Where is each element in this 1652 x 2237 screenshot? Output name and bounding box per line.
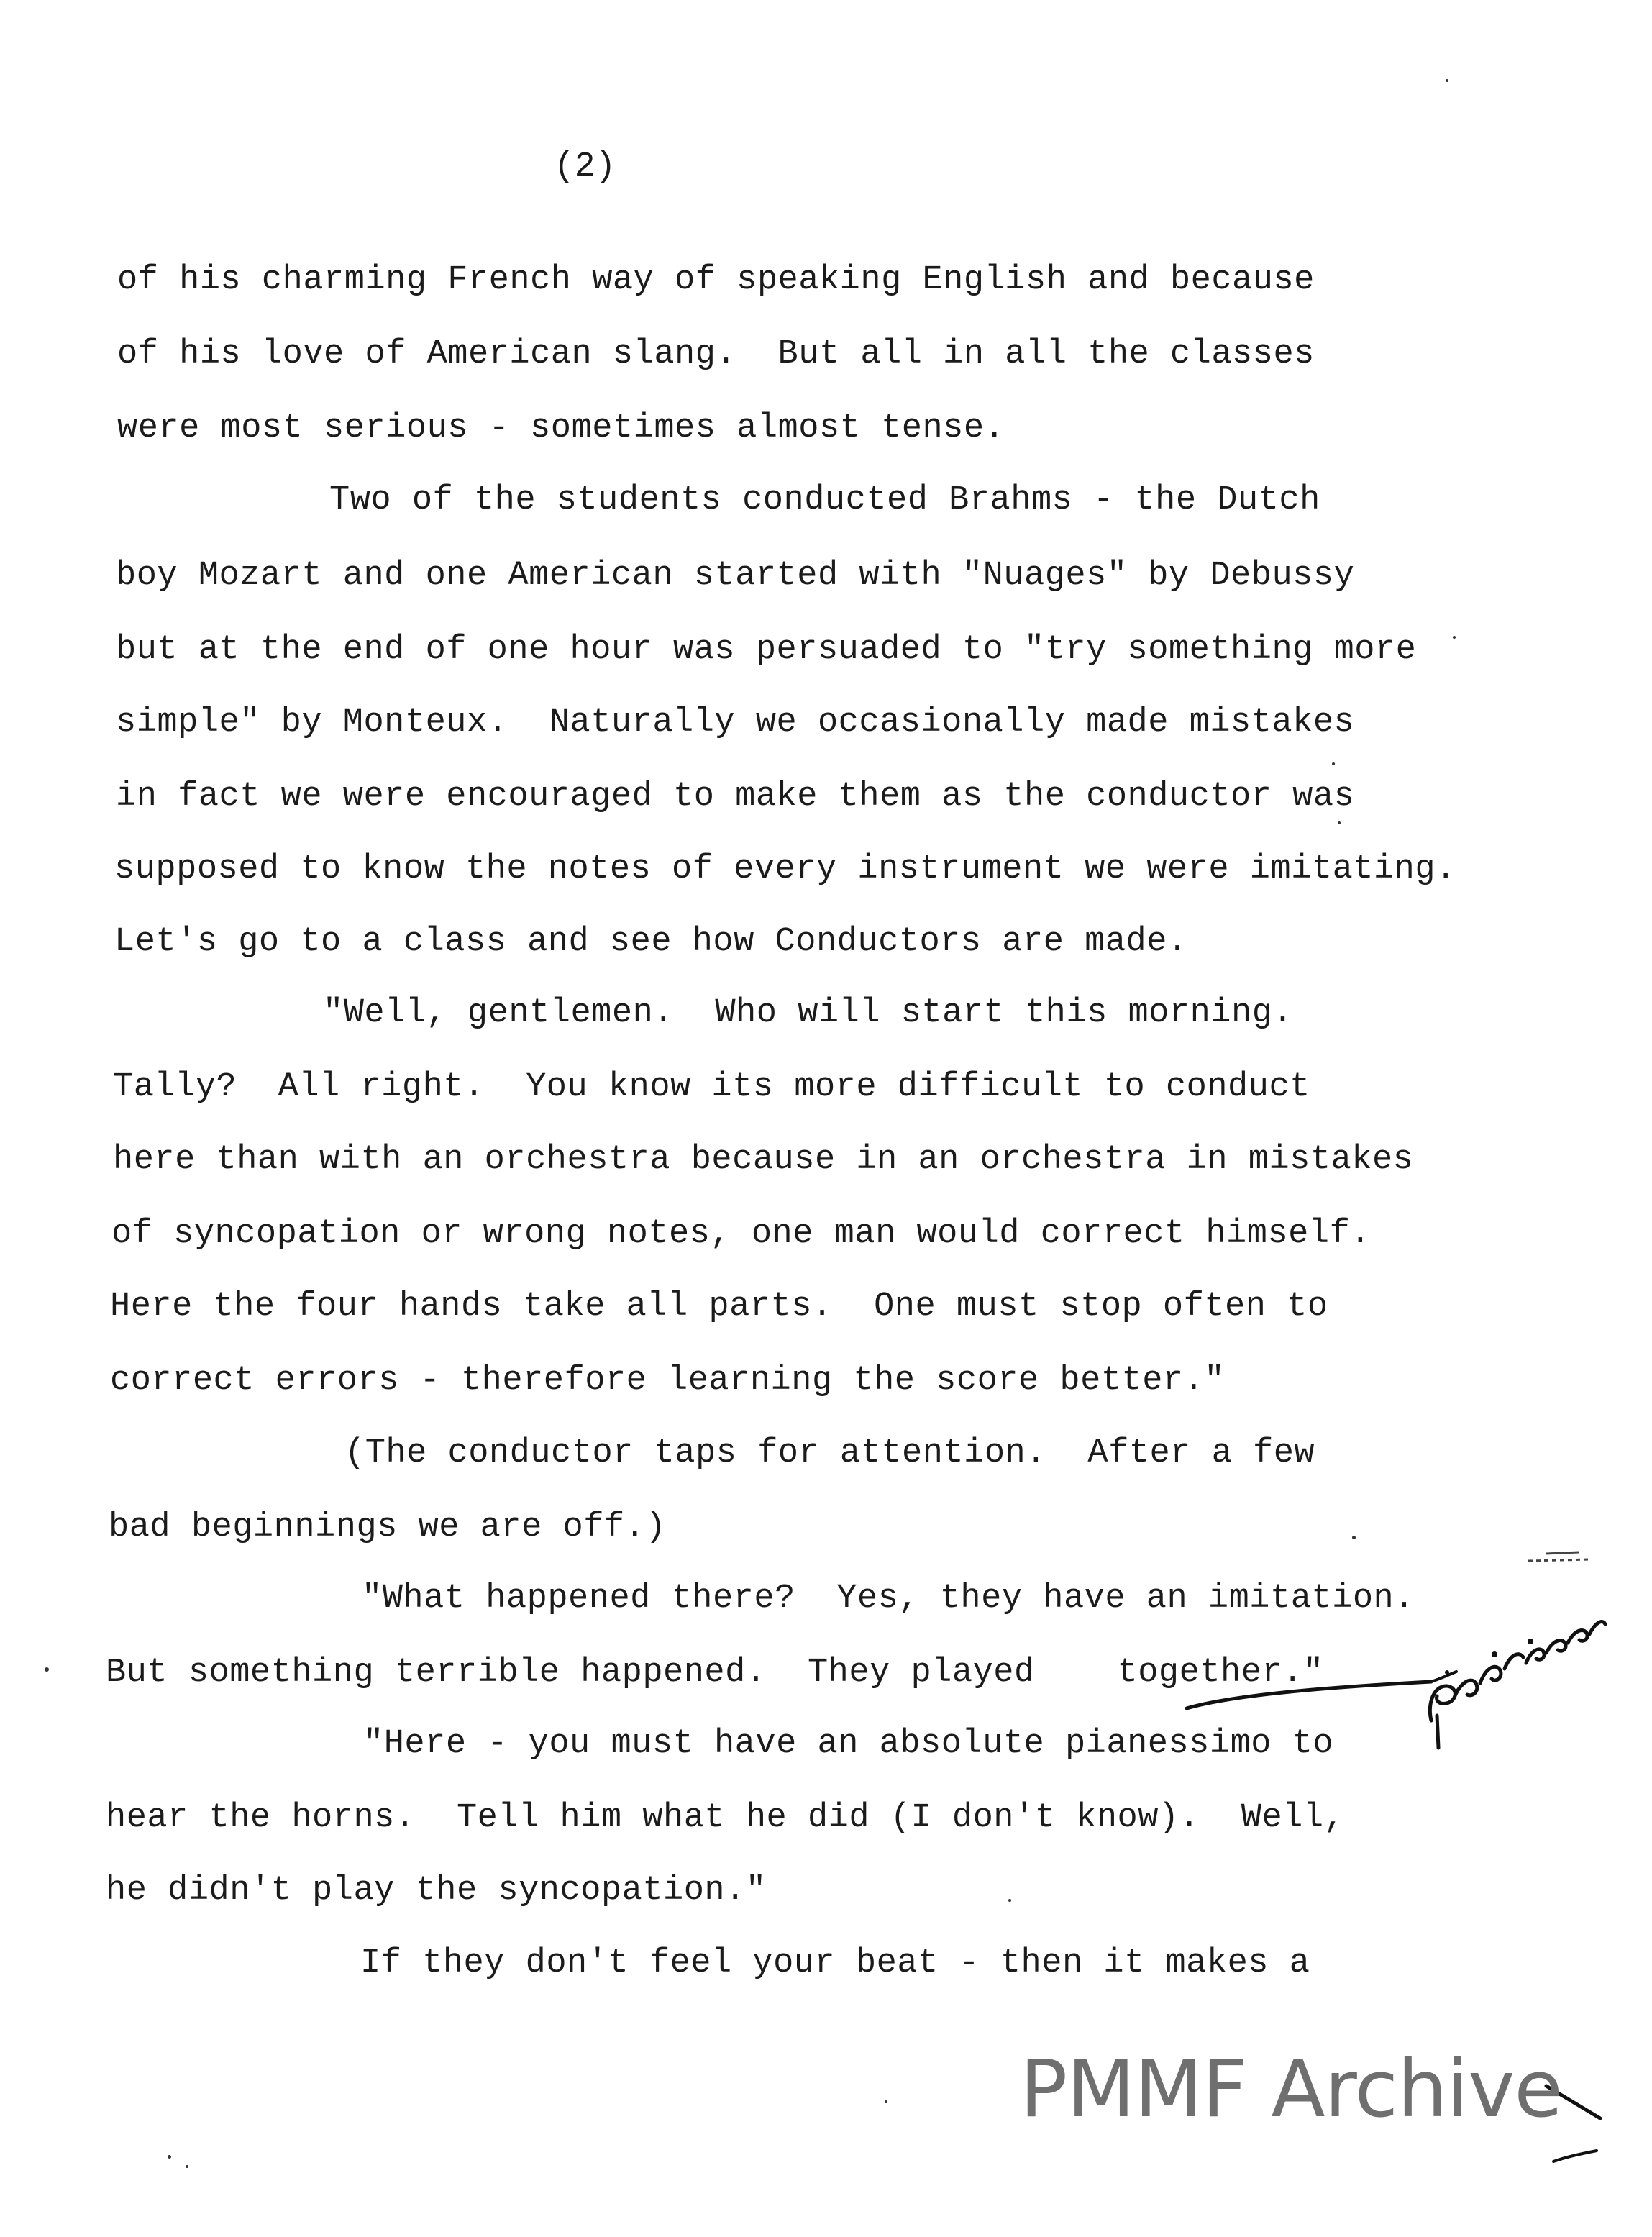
text-line: Here the four hands take all parts. One must stop often to xyxy=(110,1288,1328,1326)
scan-speck xyxy=(1338,821,1341,824)
text-line: bad beginnings we are off.) xyxy=(109,1508,667,1546)
text-line: correct errors - therefore learning the score better." xyxy=(110,1362,1226,1400)
text-line: of syncopation or wrong notes, one man would correct himself. xyxy=(111,1215,1371,1253)
scan-speck xyxy=(1332,762,1335,765)
text-line: "What happened there? Yes, they have an imitation. xyxy=(362,1580,1415,1618)
text-line: Two of the students conducted Brahms - the Dutch xyxy=(329,481,1320,519)
text-line: were most serious - sometimes almost tense. xyxy=(117,409,1005,447)
text-line: Let's go to a class and see how Conductors are made. xyxy=(114,923,1188,961)
scan-speck xyxy=(45,1667,49,1672)
text-line: boy Mozart and one American started with "Nuages" by Debussy xyxy=(116,557,1355,595)
scan-speck xyxy=(1008,1899,1011,1902)
text-line: in fact we were encouraged to make them as the conductor was xyxy=(116,778,1355,816)
text-line: of his charming French way of speaking English and because xyxy=(117,261,1315,299)
scan-speck xyxy=(168,2155,171,2159)
scan-speck xyxy=(186,2165,188,2168)
text-line: of his love of American slang. But all in all the classes xyxy=(117,335,1315,373)
text-line: he didn't play the syncopation." xyxy=(106,1872,767,1910)
scan-speck xyxy=(885,2100,887,2103)
text-line: hear the horns. Tell him what he did (I don't know). Well, xyxy=(106,1799,1345,1837)
text-line: supposed to know the notes of every instrument we were imitating. xyxy=(114,850,1456,888)
text-line: "Well, gentlemen. Who will start this morning. xyxy=(323,994,1294,1032)
scan-speck xyxy=(1453,636,1456,639)
text-line: but at the end of one hour was persuaded to "try something more xyxy=(116,631,1417,669)
text-line: here than with an orchestra because in an orchestra in mistakes xyxy=(113,1141,1414,1179)
archive-watermark: PMMF Archive xyxy=(1020,2043,1562,2135)
text-line: But something terrible happened. They played together." xyxy=(106,1654,1324,1692)
text-line: If they don't feel your beat - then it makes a xyxy=(360,1944,1310,1982)
scan-speck xyxy=(1446,79,1448,82)
text-line: "Here - you must have an absolute pianessimo to xyxy=(363,1725,1334,1763)
page-number: (2) xyxy=(554,147,616,186)
text-line: simple" by Monteux. Naturally we occasionally made mistakes xyxy=(116,703,1355,742)
text-line: Tally? All right. You know its more difficult to conduct xyxy=(113,1068,1310,1106)
scan-speck xyxy=(1352,1536,1356,1539)
text-line: (The conductor taps for attention. After a few xyxy=(344,1434,1315,1472)
